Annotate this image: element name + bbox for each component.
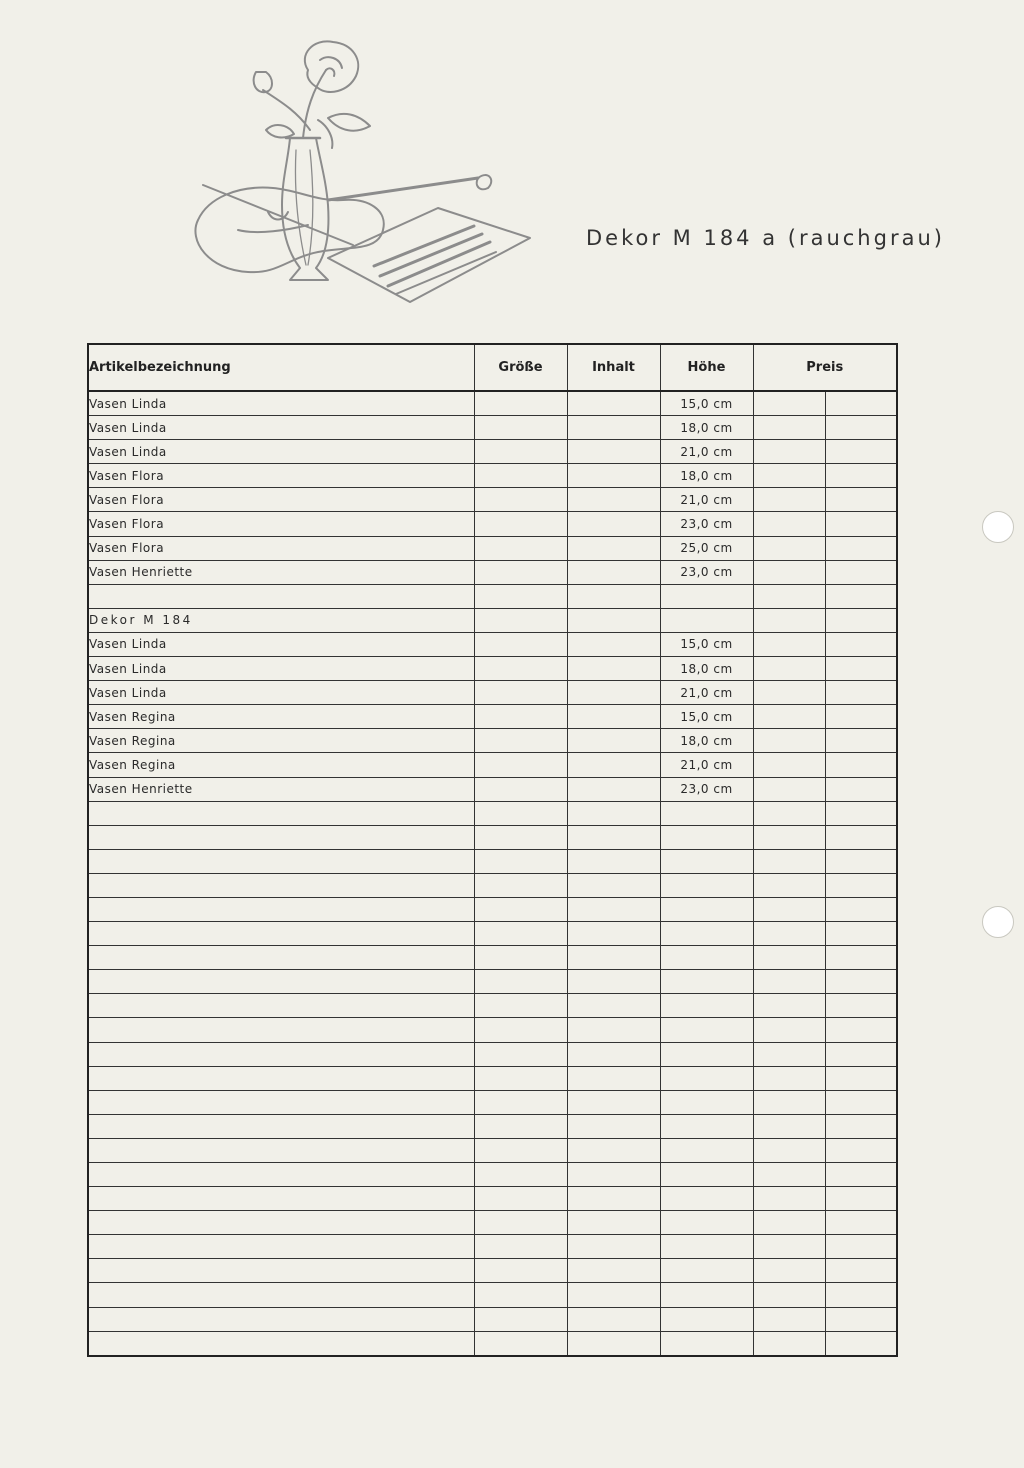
table-row <box>88 464 897 488</box>
groesse-cell <box>474 801 567 825</box>
article-name-cell <box>88 873 474 897</box>
preis-cell-b <box>825 391 897 416</box>
inhalt-cell <box>567 512 660 536</box>
inhalt-cell <box>567 801 660 825</box>
groesse-cell <box>474 1090 567 1114</box>
inhalt-cell <box>567 608 660 632</box>
article-name-cell: Vasen Linda <box>88 440 474 464</box>
table-row <box>88 1235 897 1259</box>
preis-cell-a <box>753 536 825 560</box>
hoehe-cell <box>660 801 753 825</box>
article-name-cell <box>88 897 474 921</box>
table-row <box>88 1138 897 1162</box>
groesse-cell <box>474 657 567 681</box>
groesse-cell <box>474 1018 567 1042</box>
header-inhalt: Inhalt <box>567 344 660 391</box>
table-row <box>88 560 897 584</box>
groesse-cell <box>474 1114 567 1138</box>
inhalt-cell <box>567 729 660 753</box>
inhalt-cell <box>567 777 660 801</box>
inhalt-cell <box>567 849 660 873</box>
groesse-cell <box>474 1331 567 1356</box>
groesse-cell <box>474 536 567 560</box>
article-name-cell <box>88 1259 474 1283</box>
preis-cell-b <box>825 1211 897 1235</box>
table-row <box>88 1187 897 1211</box>
preis-cell-a <box>753 873 825 897</box>
article-name-cell: Vasen Regina <box>88 705 474 729</box>
preis-cell-a <box>753 681 825 705</box>
article-name-cell: Vasen Linda <box>88 681 474 705</box>
preis-cell-a <box>753 994 825 1018</box>
groesse-cell <box>474 729 567 753</box>
price-list-table <box>87 343 898 1357</box>
hoehe-cell <box>660 1283 753 1307</box>
groesse-cell <box>474 488 567 512</box>
preis-cell-b <box>825 1283 897 1307</box>
groesse-cell <box>474 608 567 632</box>
preis-cell-b <box>825 1066 897 1090</box>
inhalt-cell <box>567 584 660 608</box>
inhalt-cell <box>567 560 660 584</box>
inhalt-cell <box>567 970 660 994</box>
preis-cell-a <box>753 1211 825 1235</box>
inhalt-cell <box>567 1042 660 1066</box>
table-row <box>88 584 897 608</box>
preis-cell-b <box>825 729 897 753</box>
groesse-cell <box>474 849 567 873</box>
preis-cell-a <box>753 391 825 416</box>
table-row <box>88 801 897 825</box>
inhalt-cell <box>567 1211 660 1235</box>
hoehe-cell: 23,0 cm <box>660 777 753 801</box>
preis-cell-a <box>753 1259 825 1283</box>
hoehe-cell <box>660 1066 753 1090</box>
preis-cell-a <box>753 608 825 632</box>
article-name-cell <box>88 1283 474 1307</box>
preis-cell-b <box>825 1018 897 1042</box>
preis-cell-b <box>825 753 897 777</box>
inhalt-cell <box>567 1090 660 1114</box>
groesse-cell <box>474 632 567 656</box>
preis-cell-a <box>753 1090 825 1114</box>
table-row <box>88 512 897 536</box>
groesse-cell <box>474 777 567 801</box>
inhalt-cell <box>567 681 660 705</box>
table-row <box>88 632 897 656</box>
table-row <box>88 657 897 681</box>
preis-cell-b <box>825 440 897 464</box>
preis-cell-a <box>753 777 825 801</box>
table-row <box>88 922 897 946</box>
hoehe-cell: 25,0 cm <box>660 536 753 560</box>
inhalt-cell <box>567 1138 660 1162</box>
article-name-cell <box>88 825 474 849</box>
inhalt-cell <box>567 440 660 464</box>
preis-cell-b <box>825 946 897 970</box>
sheet-music-drawing <box>328 208 530 302</box>
hoehe-cell <box>660 1163 753 1187</box>
table-body <box>88 391 897 1356</box>
preis-cell-a <box>753 1066 825 1090</box>
preis-cell-a <box>753 897 825 921</box>
article-name-cell <box>88 801 474 825</box>
groesse-cell <box>474 440 567 464</box>
preis-cell-b <box>825 1307 897 1331</box>
preis-cell-a <box>753 464 825 488</box>
preis-cell-b <box>825 1187 897 1211</box>
preis-cell-b <box>825 922 897 946</box>
preis-cell-a <box>753 1018 825 1042</box>
table-row <box>88 1066 897 1090</box>
article-name-cell: Vasen Linda <box>88 632 474 656</box>
preis-cell-a <box>753 584 825 608</box>
table-row <box>88 970 897 994</box>
hoehe-cell <box>660 584 753 608</box>
table-row <box>88 1042 897 1066</box>
article-name-cell: Vasen Flora <box>88 488 474 512</box>
preis-cell-a <box>753 416 825 440</box>
table-row <box>88 536 897 560</box>
hoehe-cell <box>660 608 753 632</box>
hoehe-cell: 21,0 cm <box>660 440 753 464</box>
preis-cell-a <box>753 632 825 656</box>
preis-cell-b <box>825 584 897 608</box>
hoehe-cell <box>660 1138 753 1162</box>
table-row <box>88 391 897 416</box>
groesse-cell <box>474 897 567 921</box>
hoehe-cell: 15,0 cm <box>660 632 753 656</box>
article-name-cell: Vasen Regina <box>88 753 474 777</box>
vase-drawing <box>282 138 329 280</box>
article-name-cell <box>88 1163 474 1187</box>
preis-cell-b <box>825 777 897 801</box>
decor-title: Dekor M 184 a (rauchgrau) <box>586 226 945 250</box>
groesse-cell <box>474 1066 567 1090</box>
preis-cell-b <box>825 1259 897 1283</box>
preis-cell-a <box>753 849 825 873</box>
inhalt-cell <box>567 994 660 1018</box>
header-groesse: Größe <box>474 344 567 391</box>
article-name-cell <box>88 1211 474 1235</box>
table-row <box>88 608 897 632</box>
inhalt-cell <box>567 825 660 849</box>
preis-cell-b <box>825 488 897 512</box>
groesse-cell <box>474 416 567 440</box>
inhalt-cell <box>567 922 660 946</box>
preis-cell-b <box>825 825 897 849</box>
preis-cell-b <box>825 873 897 897</box>
inhalt-cell <box>567 946 660 970</box>
hoehe-cell <box>660 825 753 849</box>
hoehe-cell <box>660 1042 753 1066</box>
preis-cell-b <box>825 560 897 584</box>
preis-cell-b <box>825 1090 897 1114</box>
preis-cell-a <box>753 488 825 512</box>
hoehe-cell <box>660 1018 753 1042</box>
article-name-cell <box>88 1066 474 1090</box>
table-row <box>88 994 897 1018</box>
table-row <box>88 416 897 440</box>
table-row <box>88 1018 897 1042</box>
hoehe-cell: 21,0 cm <box>660 753 753 777</box>
hoehe-cell: 15,0 cm <box>660 391 753 416</box>
preis-cell-b <box>825 849 897 873</box>
hoehe-cell <box>660 873 753 897</box>
preis-cell-a <box>753 1163 825 1187</box>
table-row <box>88 729 897 753</box>
preis-cell-b <box>825 1138 897 1162</box>
inhalt-cell <box>567 1235 660 1259</box>
preis-cell-a <box>753 801 825 825</box>
article-name-cell <box>88 584 474 608</box>
groesse-cell <box>474 464 567 488</box>
table-row <box>88 946 897 970</box>
hoehe-cell <box>660 970 753 994</box>
inhalt-cell <box>567 897 660 921</box>
groesse-cell <box>474 994 567 1018</box>
hoehe-cell <box>660 1187 753 1211</box>
article-name-cell: Vasen Henriette <box>88 777 474 801</box>
preis-cell-b <box>825 1163 897 1187</box>
inhalt-cell <box>567 536 660 560</box>
article-name-cell <box>88 1187 474 1211</box>
preis-cell-a <box>753 946 825 970</box>
hoehe-cell: 18,0 cm <box>660 657 753 681</box>
groesse-cell <box>474 584 567 608</box>
preis-cell-a <box>753 1307 825 1331</box>
table-row <box>88 1163 897 1187</box>
groesse-cell <box>474 1187 567 1211</box>
inhalt-cell <box>567 705 660 729</box>
inhalt-cell <box>567 391 660 416</box>
groesse-cell <box>474 560 567 584</box>
inhalt-cell <box>567 1066 660 1090</box>
article-name-cell: Vasen Linda <box>88 416 474 440</box>
inhalt-cell <box>567 488 660 512</box>
hoehe-cell: 18,0 cm <box>660 729 753 753</box>
preis-cell-a <box>753 657 825 681</box>
article-name-cell <box>88 1018 474 1042</box>
hoehe-cell <box>660 1259 753 1283</box>
table-row <box>88 705 897 729</box>
preis-cell-a <box>753 1235 825 1259</box>
hoehe-cell <box>660 1331 753 1356</box>
table-row <box>88 753 897 777</box>
table-row <box>88 440 897 464</box>
groesse-cell <box>474 1235 567 1259</box>
groesse-cell <box>474 512 567 536</box>
groesse-cell <box>474 1307 567 1331</box>
groesse-cell <box>474 825 567 849</box>
article-name-cell <box>88 1235 474 1259</box>
hoehe-cell <box>660 994 753 1018</box>
inhalt-cell <box>567 632 660 656</box>
hoehe-cell: 18,0 cm <box>660 464 753 488</box>
table-row <box>88 681 897 705</box>
header-artikelbezeichnung: Artikelbezeichnung <box>88 344 474 391</box>
article-name-cell: Vasen Flora <box>88 464 474 488</box>
article-name-cell <box>88 1042 474 1066</box>
table-row <box>88 777 897 801</box>
preis-cell-b <box>825 994 897 1018</box>
hoehe-cell: 21,0 cm <box>660 488 753 512</box>
article-name-cell <box>88 849 474 873</box>
hoehe-cell: 21,0 cm <box>660 681 753 705</box>
groesse-cell <box>474 753 567 777</box>
article-name-cell: Vasen Henriette <box>88 560 474 584</box>
section-heading: Dekor M 184 <box>88 608 474 632</box>
preis-cell-b <box>825 536 897 560</box>
preis-cell-a <box>753 1042 825 1066</box>
article-name-cell <box>88 970 474 994</box>
hoehe-cell: 18,0 cm <box>660 416 753 440</box>
table-row <box>88 488 897 512</box>
preis-cell-a <box>753 440 825 464</box>
table-row <box>88 897 897 921</box>
preis-cell-b <box>825 1114 897 1138</box>
article-name-cell <box>88 1114 474 1138</box>
preis-cell-b <box>825 681 897 705</box>
groesse-cell <box>474 1138 567 1162</box>
table-row <box>88 1211 897 1235</box>
rose-drawing <box>254 41 370 148</box>
preis-cell-a <box>753 560 825 584</box>
hoehe-cell <box>660 1235 753 1259</box>
punch-hole-top <box>982 511 1014 543</box>
inhalt-cell <box>567 657 660 681</box>
groesse-cell <box>474 946 567 970</box>
preis-cell-a <box>753 922 825 946</box>
groesse-cell <box>474 705 567 729</box>
article-name-cell <box>88 1138 474 1162</box>
hoehe-cell: 15,0 cm <box>660 705 753 729</box>
preis-cell-a <box>753 825 825 849</box>
groesse-cell <box>474 681 567 705</box>
preis-cell-b <box>825 1042 897 1066</box>
groesse-cell <box>474 1283 567 1307</box>
article-name-cell <box>88 1331 474 1356</box>
article-name-cell <box>88 946 474 970</box>
inhalt-cell <box>567 416 660 440</box>
article-name-cell: Vasen Flora <box>88 512 474 536</box>
preis-cell-b <box>825 897 897 921</box>
hoehe-cell: 23,0 cm <box>660 560 753 584</box>
violin-drawing <box>195 175 491 272</box>
preis-cell-a <box>753 512 825 536</box>
table-row <box>88 1331 897 1356</box>
inhalt-cell <box>567 1187 660 1211</box>
groesse-cell <box>474 1042 567 1066</box>
inhalt-cell <box>567 1114 660 1138</box>
article-name-cell <box>88 1307 474 1331</box>
preis-cell-b <box>825 464 897 488</box>
preis-cell-b <box>825 512 897 536</box>
preis-cell-b <box>825 705 897 729</box>
preis-cell-b <box>825 632 897 656</box>
preis-cell-b <box>825 1235 897 1259</box>
hoehe-cell <box>660 849 753 873</box>
article-name-cell <box>88 994 474 1018</box>
hoehe-cell: 23,0 cm <box>660 512 753 536</box>
table-header-row <box>88 344 897 391</box>
groesse-cell <box>474 1259 567 1283</box>
preis-cell-a <box>753 1283 825 1307</box>
preis-cell-b <box>825 1331 897 1356</box>
inhalt-cell <box>567 1018 660 1042</box>
inhalt-cell <box>567 1307 660 1331</box>
preis-cell-a <box>753 1138 825 1162</box>
preis-cell-b <box>825 608 897 632</box>
groesse-cell <box>474 873 567 897</box>
table-row <box>88 873 897 897</box>
preis-cell-a <box>753 705 825 729</box>
groesse-cell <box>474 922 567 946</box>
table-row <box>88 1090 897 1114</box>
inhalt-cell <box>567 1283 660 1307</box>
groesse-cell <box>474 970 567 994</box>
table-row <box>88 1114 897 1138</box>
preis-cell-a <box>753 970 825 994</box>
preis-cell-a <box>753 1114 825 1138</box>
hoehe-cell <box>660 1090 753 1114</box>
inhalt-cell <box>567 464 660 488</box>
preis-cell-a <box>753 753 825 777</box>
table-row <box>88 825 897 849</box>
preis-cell-a <box>753 729 825 753</box>
article-name-cell: Vasen Regina <box>88 729 474 753</box>
hoehe-cell <box>660 1211 753 1235</box>
preis-cell-b <box>825 416 897 440</box>
article-name-cell <box>88 922 474 946</box>
article-name-cell <box>88 1090 474 1114</box>
punch-hole-bottom <box>982 906 1014 938</box>
header-hoehe: Höhe <box>660 344 753 391</box>
article-name-cell: Vasen Flora <box>88 536 474 560</box>
preis-cell-b <box>825 801 897 825</box>
preis-cell-b <box>825 657 897 681</box>
preis-cell-a <box>753 1187 825 1211</box>
hoehe-cell <box>660 1114 753 1138</box>
inhalt-cell <box>567 1163 660 1187</box>
groesse-cell <box>474 391 567 416</box>
inhalt-cell <box>567 1331 660 1356</box>
vase-rose-violin-illustration <box>178 30 538 310</box>
article-name-cell: Vasen Linda <box>88 391 474 416</box>
inhalt-cell <box>567 1259 660 1283</box>
table-row <box>88 1283 897 1307</box>
header-preis: Preis <box>753 344 897 391</box>
preis-cell-a <box>753 1331 825 1356</box>
article-name-cell: Vasen Linda <box>88 657 474 681</box>
groesse-cell <box>474 1163 567 1187</box>
hoehe-cell <box>660 946 753 970</box>
hoehe-cell <box>660 922 753 946</box>
table-row <box>88 849 897 873</box>
table-row <box>88 1259 897 1283</box>
groesse-cell <box>474 1211 567 1235</box>
preis-cell-b <box>825 970 897 994</box>
hoehe-cell <box>660 897 753 921</box>
table-row <box>88 1307 897 1331</box>
inhalt-cell <box>567 873 660 897</box>
hoehe-cell <box>660 1307 753 1331</box>
inhalt-cell <box>567 753 660 777</box>
